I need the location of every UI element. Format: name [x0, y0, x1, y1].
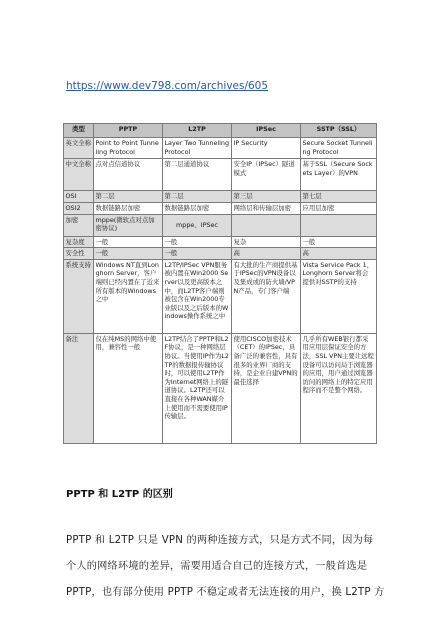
row-label: 系统支持 — [64, 259, 94, 333]
table-cell: 仅在纯MS的网络中使用，兼容性一般 — [94, 333, 163, 443]
table-cell: 使用CISCO加密技术（CET）的IPSec，具备广泛的兼容性，具有很多的业界厂商的支持，是企业自建VPN的最佳选择 — [232, 333, 301, 443]
table-cell: IP Security — [232, 138, 301, 159]
header-type: 类型 — [64, 124, 94, 138]
table-cell: 第二层 — [94, 191, 163, 203]
table-row — [64, 159, 377, 191]
table-row — [64, 191, 377, 203]
table-cell: 网络层和传输层加密 — [232, 202, 301, 214]
table-cell: 一般 — [163, 236, 232, 248]
paragraph-line: PPTP，也有部分使用 PPTP 不稳定或者无法连接的用户，换 L2TP 方 — [66, 587, 385, 598]
table-cell: 基于SSL（Secure Sockets Layer）的VPN — [301, 159, 377, 191]
table-cell: 应用层加密 — [301, 202, 377, 214]
table-cell: Windows NT直到Longhorn Server，客户端则已经内置在了近来所有版本的Windows之中 — [94, 259, 163, 333]
row-label: 加密 — [64, 214, 94, 236]
table-cell: 一般 — [94, 248, 163, 260]
table-cell: 几乎所有WEB银行都采用应用层保证安全的方法，SSL VPN主要让远程设备可以访问局于浏览器的应用，用户通过浏览器访问的网络上的特定应用程序而不是整个网络。 — [301, 333, 377, 443]
table-row — [64, 214, 377, 236]
table-row — [64, 248, 377, 260]
row-label: OSI — [64, 191, 94, 203]
table-cell — [232, 214, 301, 236]
table-cell: Vista Service Pack 1，Longhorn Server将会提供对SSTP的支持 — [301, 259, 377, 333]
header-pptp: PPTP — [94, 124, 163, 138]
table-cell: 复杂 — [232, 236, 301, 248]
table-cell — [301, 214, 377, 236]
table-row — [64, 138, 377, 159]
table-row — [64, 236, 377, 248]
section-heading: PPTP 和 L2TP 的区别 — [66, 489, 173, 500]
table-cell: 安全IP（IPSec）隧道模式 — [232, 159, 301, 191]
table-cell: Layer Two Tunneling Protocol — [163, 138, 232, 159]
table-cell: Point to Point Tunneling Protocol — [94, 138, 163, 159]
table-cell: 有大批的生产商提供基于IPSec的VPN设备以及集成或的防火墙/VPN产品，专门客户端 — [232, 259, 301, 333]
table-cell: 数据链路层加密 — [94, 202, 163, 214]
row-label: 中文全称 — [64, 159, 94, 191]
table-cell: 点对点信道协议 — [94, 159, 163, 191]
table-cell: Secure Socket Tunneling Protocol — [301, 138, 377, 159]
row-label: OSI2 — [64, 202, 94, 214]
table-row — [64, 333, 377, 443]
table-cell: 第七层 — [301, 191, 377, 203]
row-label: 英文全称 — [64, 138, 94, 159]
table-cell: 第三层 — [232, 191, 301, 203]
paragraph-line: 个人的网络环境的差异，需要用适合自己的连接方式，一般首选是 — [66, 561, 368, 572]
table-cell: 第二层通道协议 — [163, 159, 232, 191]
source-link[interactable]: https://www.dev798.com/archives/605 — [66, 80, 269, 92]
table-cell: 高 — [232, 248, 301, 260]
table-row — [64, 259, 377, 333]
table-cell: 一般 — [163, 248, 232, 260]
table-header-row — [64, 124, 377, 138]
row-label: 安全性 — [64, 248, 94, 260]
table-cell: 高 — [301, 248, 377, 260]
vpn-comparison-table — [63, 123, 377, 444]
row-label: 复杂度 — [64, 236, 94, 248]
table-row — [64, 202, 377, 214]
header-ipsec: IPSec — [232, 124, 301, 138]
header-sstp: SSTP（SSL） — [301, 124, 377, 138]
table-cell: L2TP结合了PPTP和L2F协议，是一种网络层协议。当使用IP作为L2TP的数据报传输协议时，可以使用L2TP作为Internet网络上的隧道协议。L2TP还可以直接在各种WAN媒介上使用而不需要使用IP传输层。 — [163, 333, 232, 443]
paragraph-line: PPTP 和 L2TP 只是 VPN 的两种连接方式，只是方式不同，因为每 — [66, 535, 374, 546]
header-l2tp: L2TP — [163, 124, 232, 138]
table-cell: 一般 — [301, 236, 377, 248]
table-cell: mppe、IPSec — [163, 214, 232, 236]
table-cell: 第二层 — [163, 191, 232, 203]
table-cell: mppe(微软点对点加密协议) — [94, 214, 163, 236]
table-cell: L2TP/IPSec VPN服务被内置在Win2000 Server以及更高版本之中，而L2TP客户端则被包含在Win2000专业版以及之后版本的Windows操作系统之中 — [163, 259, 232, 333]
table-cell: 数据链路层加密 — [163, 202, 232, 214]
table-cell: 一般 — [94, 236, 163, 248]
row-label: 备注 — [64, 333, 94, 443]
